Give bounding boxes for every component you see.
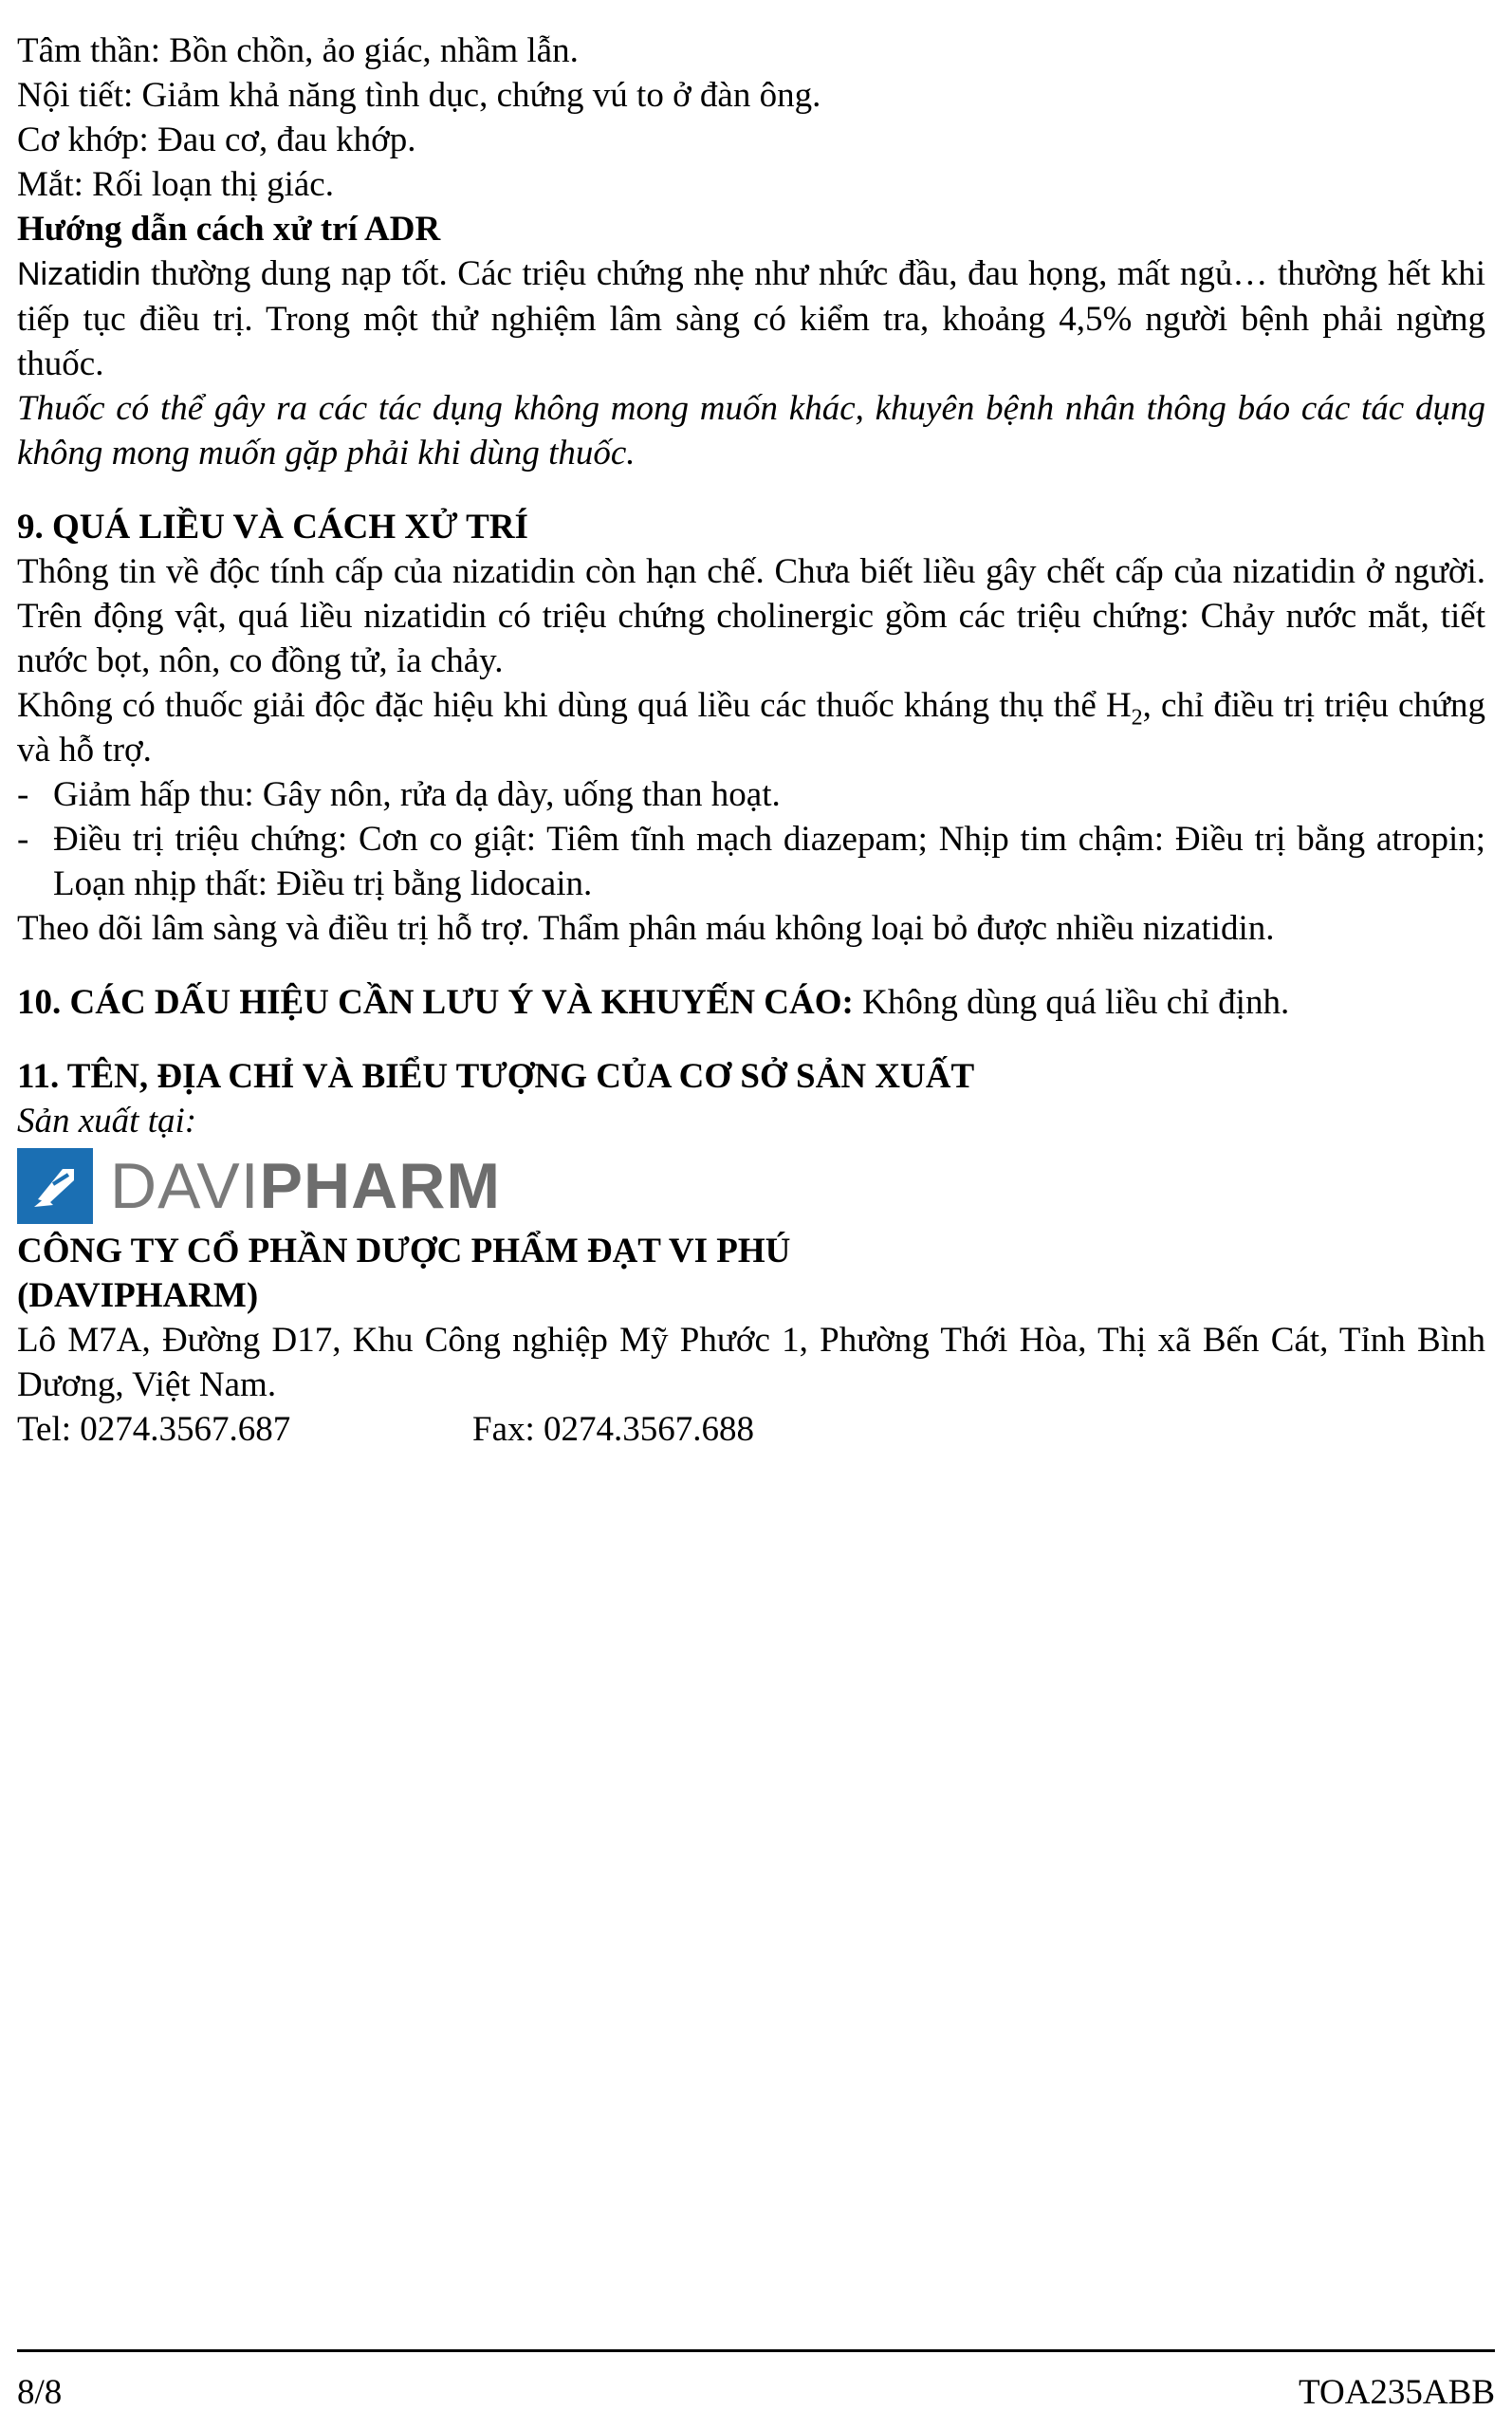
list-item: - Điều trị triệu chứng: Cơn co giật: Tiêm tĩnh mạch diazepam; Nhịp tim chậm: Điều trị bằng atropin; Loạn nhịp thất: Điều trị bằng lidocain. [17,817,1485,906]
side-effect-eye: Mắt: Rối loạn thị giác. [17,165,334,204]
davipharm-logo [17,1145,1485,1227]
drug-name: Nizatidin [17,256,141,292]
document-code: TOA235ABB [1299,2373,1495,2412]
adr-heading: Hướng dẫn cách xử trí ADR [17,210,441,249]
davipharm-logo-text: DAVIPHARM [110,1150,501,1222]
side-effect-endocrine: Nội tiết: Giảm khả năng tình dục, chứng vú to ở đàn ông. [17,76,821,115]
company-name: CÔNG TY CỔ PHẦN DƯỢC PHẨM ĐẠT VI PHÚ [17,1232,791,1270]
overdose-paragraph-3: Theo dõi lâm sàng và điều trị hỗ trợ. Thẩm phân máu không loại bỏ được nhiều nizatidin. [17,909,1275,948]
list-item: - Giảm hấp thu: Gây nôn, rửa dạ dày, uống than hoạt. [17,772,1485,817]
manufacturer-heading: 11. TÊN, ĐỊA CHỈ VÀ BIỂU TƯỢNG CỦA CƠ SỞ SẢN XUẤT [17,1057,975,1096]
overdose-paragraph-2: Không có thuốc giải độc đặc hiệu khi dùng quá liều các thuốc kháng thụ thể $H_2$, chỉ điều trị triệu chứng và hỗ trợ. [17,686,1485,769]
fax: Fax: 0274.3567.688 [472,1410,755,1449]
made-at-label: Sản xuất tại: [17,1102,197,1140]
document-body [17,28,1485,1452]
side-effect-psych: Tâm thần: Bồn chồn, ảo giác, nhầm lẫn. [17,31,579,70]
company-short-name: (DAVIPHARM) [17,1276,259,1315]
davipharm-logo-icon [17,1148,93,1224]
bullet-dash: - [17,820,29,859]
adr-note: Thuốc có thể gây ra các tác dụng không mong muốn khác, khuyên bệnh nhân thông báo các tác dụng không mong muốn gặp phải khi dùng thuốc. [17,389,1485,473]
side-effect-musculoskeletal: Cơ khớp: Đau cơ, đau khớp. [17,121,416,159]
footer-divider [17,2349,1495,2352]
warnings-section [17,980,1485,1025]
bullet-dash: - [17,775,29,814]
page-number: 8/8 [17,2373,63,2412]
adr-paragraph-text: thường dung nạp tốt. Các triệu chứng nhẹ như nhức đầu, đau họng, mất ngủ… thường hết khi tiếp tục điều trị. Trong một thử nghiệm lâm sàng có kiểm tra, khoảng 4,5% người bệnh phải ngừng thuốc. [17,254,1485,383]
warnings-text: Không dùng quá liều chỉ định. [853,983,1290,1022]
telephone: Tel: 0274.3567.687 [17,1410,291,1449]
contact-row [17,1407,1485,1452]
adr-paragraph [17,251,1485,386]
subscript-2: 2 [1131,705,1143,731]
overdose-heading: 9. QUÁ LIỀU VÀ CÁCH XỬ TRÍ [17,508,528,547]
company-address: Lô M7A, Đường D17, Khu Công nghiệp Mỹ Phước 1, Phường Thới Hòa, Thị xã Bến Cát, Tỉnh Bình Dương, Việt Nam. [17,1321,1485,1404]
overdose-paragraph-1: Thông tin về độc tính cấp của nizatidin còn hạn chế. Chưa biết liều gây chết cấp của nizatidin ở người. Trên động vật, quá liều nizatidin có triệu chứng cholinergic gồm các triệu chứng: Chảy nước mắt, tiết nước bọt, nôn, co đồng tử, ỉa chảy. [17,552,1485,680]
warnings-heading: 10. CÁC DẤU HIỆU CẦN LƯU Ý VÀ KHUYẾN CÁO: [17,983,854,1022]
